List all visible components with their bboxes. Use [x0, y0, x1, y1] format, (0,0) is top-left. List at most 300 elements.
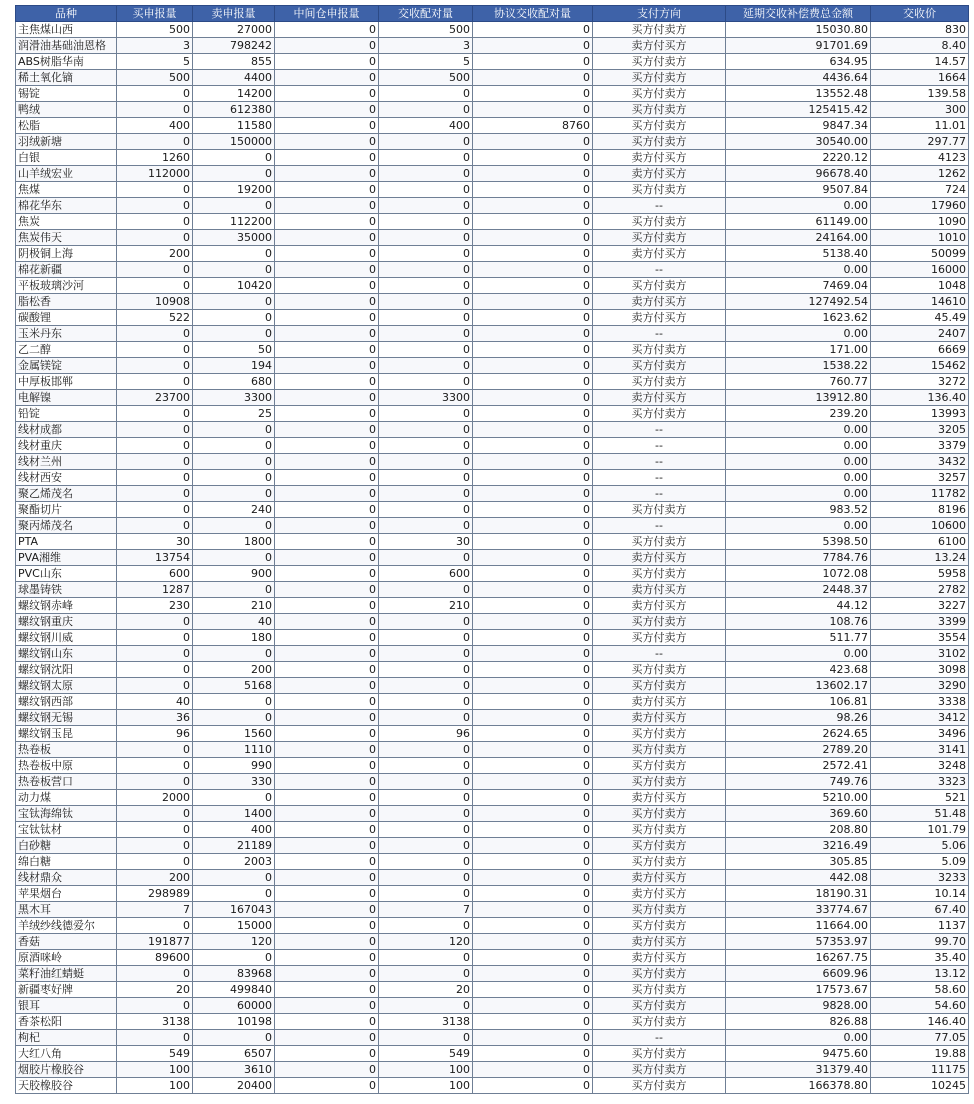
cell-sell-qty: 990 — [193, 758, 275, 774]
cell-direction: -- — [593, 646, 726, 662]
cell-price: 3227 — [871, 598, 969, 614]
cell-buy-qty: 0 — [117, 614, 193, 630]
table-row — [16, 678, 969, 694]
cell-variety: 主焦煤山西 — [16, 22, 117, 38]
cell-direction: -- — [593, 1030, 726, 1046]
cell-agreement-qty: 0 — [473, 38, 593, 54]
cell-sell-qty: 0 — [193, 1030, 275, 1046]
cell-buy-qty: 0 — [117, 518, 193, 534]
cell-direction: 卖方付买方 — [593, 694, 726, 710]
cell-agreement-qty: 0 — [473, 294, 593, 310]
cell-agreement-qty: 0 — [473, 918, 593, 934]
cell-price: 50099 — [871, 246, 969, 262]
cell-variety: 热卷板中原 — [16, 758, 117, 774]
cell-buy-qty: 0 — [117, 438, 193, 454]
cell-price: 3338 — [871, 694, 969, 710]
cell-compensation: 24164.00 — [726, 230, 871, 246]
cell-matched-qty: 400 — [379, 118, 473, 134]
cell-agreement-qty: 0 — [473, 22, 593, 38]
cell-agreement-qty: 0 — [473, 758, 593, 774]
cell-buy-qty: 23700 — [117, 390, 193, 406]
cell-variety: 聚酯切片 — [16, 502, 117, 518]
cell-variety: 黑木耳 — [16, 902, 117, 918]
cell-sell-qty: 167043 — [193, 902, 275, 918]
cell-direction: -- — [593, 454, 726, 470]
cell-price: 14610 — [871, 294, 969, 310]
cell-matched-qty: 0 — [379, 470, 473, 486]
header-matched-qty: 交收配对量 — [379, 6, 473, 22]
cell-matched-qty: 210 — [379, 598, 473, 614]
cell-compensation: 442.08 — [726, 870, 871, 886]
cell-price: 1137 — [871, 918, 969, 934]
cell-middle-qty: 0 — [275, 230, 379, 246]
cell-middle-qty: 0 — [275, 390, 379, 406]
cell-price: 1090 — [871, 214, 969, 230]
cell-buy-qty: 0 — [117, 198, 193, 214]
cell-middle-qty: 0 — [275, 374, 379, 390]
cell-agreement-qty: 0 — [473, 1046, 593, 1062]
cell-buy-qty: 0 — [117, 918, 193, 934]
cell-compensation: 13552.48 — [726, 86, 871, 102]
cell-middle-qty: 0 — [275, 934, 379, 950]
header-agreement-qty: 协议交收配对量 — [473, 6, 593, 22]
cell-matched-qty: 0 — [379, 822, 473, 838]
cell-matched-qty: 30 — [379, 534, 473, 550]
cell-sell-qty: 0 — [193, 886, 275, 902]
cell-middle-qty: 0 — [275, 614, 379, 630]
cell-compensation: 9847.34 — [726, 118, 871, 134]
cell-compensation: 166378.80 — [726, 1078, 871, 1094]
cell-agreement-qty: 0 — [473, 598, 593, 614]
cell-direction: 卖方付买方 — [593, 246, 726, 262]
table-row — [16, 38, 969, 54]
cell-middle-qty: 0 — [275, 966, 379, 982]
cell-price: 5958 — [871, 566, 969, 582]
cell-variety: 电解镍 — [16, 390, 117, 406]
table-row — [16, 902, 969, 918]
cell-middle-qty: 0 — [275, 1030, 379, 1046]
cell-price: 3554 — [871, 630, 969, 646]
cell-compensation: 2448.37 — [726, 582, 871, 598]
cell-direction: 卖方付买方 — [593, 598, 726, 614]
cell-variety: 螺纹钢沈阳 — [16, 662, 117, 678]
table-row — [16, 742, 969, 758]
cell-direction: -- — [593, 518, 726, 534]
cell-sell-qty: 0 — [193, 646, 275, 662]
cell-matched-qty: 600 — [379, 566, 473, 582]
cell-compensation: 1623.62 — [726, 310, 871, 326]
cell-sell-qty: 112200 — [193, 214, 275, 230]
cell-variety: 碳酸锂 — [16, 310, 117, 326]
cell-sell-qty: 3610 — [193, 1062, 275, 1078]
cell-matched-qty: 0 — [379, 518, 473, 534]
cell-buy-qty: 0 — [117, 342, 193, 358]
header-direction: 支付方向 — [593, 6, 726, 22]
cell-matched-qty: 0 — [379, 102, 473, 118]
cell-agreement-qty: 0 — [473, 726, 593, 742]
cell-agreement-qty: 0 — [473, 854, 593, 870]
cell-price: 2407 — [871, 326, 969, 342]
cell-compensation: 13912.80 — [726, 390, 871, 406]
cell-buy-qty: 0 — [117, 86, 193, 102]
cell-compensation: 0.00 — [726, 262, 871, 278]
cell-direction: -- — [593, 326, 726, 342]
cell-sell-qty: 798242 — [193, 38, 275, 54]
cell-compensation: 13602.17 — [726, 678, 871, 694]
cell-price: 11175 — [871, 1062, 969, 1078]
cell-variety: 苹果烟台 — [16, 886, 117, 902]
cell-compensation: 9828.00 — [726, 998, 871, 1014]
cell-price: 10600 — [871, 518, 969, 534]
cell-agreement-qty: 0 — [473, 950, 593, 966]
cell-variety: 螺纹钢重庆 — [16, 614, 117, 630]
cell-agreement-qty: 0 — [473, 966, 593, 982]
cell-variety: 动力煤 — [16, 790, 117, 806]
cell-matched-qty: 0 — [379, 966, 473, 982]
cell-matched-qty: 0 — [379, 246, 473, 262]
cell-variety: 润滑油基础油恩格 — [16, 38, 117, 54]
table-row — [16, 646, 969, 662]
cell-direction: 买方付卖方 — [593, 278, 726, 294]
cell-sell-qty: 0 — [193, 438, 275, 454]
cell-direction: 卖方付买方 — [593, 790, 726, 806]
cell-sell-qty: 20400 — [193, 1078, 275, 1094]
table-row — [16, 550, 969, 566]
cell-variety: 线材鼎众 — [16, 870, 117, 886]
cell-sell-qty: 900 — [193, 566, 275, 582]
cell-variety: 松脂 — [16, 118, 117, 134]
table-row — [16, 710, 969, 726]
cell-variety: 玉米丹东 — [16, 326, 117, 342]
cell-sell-qty: 200 — [193, 662, 275, 678]
table-row — [16, 726, 969, 742]
header-sell-qty: 卖申报量 — [193, 6, 275, 22]
cell-agreement-qty: 0 — [473, 214, 593, 230]
cell-direction: 买方付卖方 — [593, 1062, 726, 1078]
cell-buy-qty: 0 — [117, 838, 193, 854]
cell-direction: 买方付卖方 — [593, 806, 726, 822]
cell-sell-qty: 50 — [193, 342, 275, 358]
cell-matched-qty: 0 — [379, 358, 473, 374]
cell-compensation: 106.81 — [726, 694, 871, 710]
table-row — [16, 790, 969, 806]
cell-compensation: 749.76 — [726, 774, 871, 790]
cell-variety: 螺纹钢西部 — [16, 694, 117, 710]
cell-sell-qty: 60000 — [193, 998, 275, 1014]
cell-price: 3102 — [871, 646, 969, 662]
cell-compensation: 7784.76 — [726, 550, 871, 566]
cell-agreement-qty: 0 — [473, 70, 593, 86]
cell-middle-qty: 0 — [275, 566, 379, 582]
cell-buy-qty: 1260 — [117, 150, 193, 166]
cell-price: 10245 — [871, 1078, 969, 1094]
cell-buy-qty: 200 — [117, 870, 193, 886]
cell-buy-qty: 0 — [117, 422, 193, 438]
cell-compensation: 7469.04 — [726, 278, 871, 294]
cell-compensation: 4436.64 — [726, 70, 871, 86]
cell-matched-qty: 5 — [379, 54, 473, 70]
cell-agreement-qty: 0 — [473, 134, 593, 150]
cell-buy-qty: 298989 — [117, 886, 193, 902]
cell-price: 19.88 — [871, 1046, 969, 1062]
cell-buy-qty: 0 — [117, 102, 193, 118]
cell-direction: 卖方付买方 — [593, 710, 726, 726]
table-row — [16, 694, 969, 710]
cell-compensation: 9507.84 — [726, 182, 871, 198]
cell-buy-qty: 112000 — [117, 166, 193, 182]
cell-matched-qty: 0 — [379, 326, 473, 342]
cell-agreement-qty: 8760 — [473, 118, 593, 134]
cell-matched-qty: 100 — [379, 1062, 473, 1078]
delivery-table — [15, 5, 969, 1094]
cell-sell-qty: 4400 — [193, 70, 275, 86]
cell-direction: 买方付卖方 — [593, 86, 726, 102]
cell-price: 99.70 — [871, 934, 969, 950]
cell-price: 1664 — [871, 70, 969, 86]
table-row — [16, 102, 969, 118]
cell-sell-qty: 1800 — [193, 534, 275, 550]
table-row — [16, 406, 969, 422]
table-row — [16, 214, 969, 230]
table-row — [16, 86, 969, 102]
cell-agreement-qty: 0 — [473, 742, 593, 758]
cell-compensation: 1072.08 — [726, 566, 871, 582]
cell-matched-qty: 0 — [379, 166, 473, 182]
cell-direction: 买方付卖方 — [593, 54, 726, 70]
cell-buy-qty: 5 — [117, 54, 193, 70]
cell-matched-qty: 0 — [379, 582, 473, 598]
cell-agreement-qty: 0 — [473, 614, 593, 630]
cell-middle-qty: 0 — [275, 950, 379, 966]
cell-direction: 买方付卖方 — [593, 918, 726, 934]
cell-buy-qty: 0 — [117, 214, 193, 230]
cell-matched-qty: 0 — [379, 998, 473, 1014]
cell-buy-qty: 191877 — [117, 934, 193, 950]
cell-variety: 香菇 — [16, 934, 117, 950]
cell-agreement-qty: 0 — [473, 150, 593, 166]
cell-sell-qty: 612380 — [193, 102, 275, 118]
cell-buy-qty: 0 — [117, 454, 193, 470]
cell-direction: 卖方付买方 — [593, 870, 726, 886]
cell-agreement-qty: 0 — [473, 678, 593, 694]
cell-variety: ABS树脂华南 — [16, 54, 117, 70]
cell-middle-qty: 0 — [275, 822, 379, 838]
cell-sell-qty: 27000 — [193, 22, 275, 38]
table-row — [16, 582, 969, 598]
cell-direction: 买方付卖方 — [593, 774, 726, 790]
cell-matched-qty: 0 — [379, 294, 473, 310]
cell-middle-qty: 0 — [275, 342, 379, 358]
cell-compensation: 96678.40 — [726, 166, 871, 182]
cell-variety: PVA湘维 — [16, 550, 117, 566]
cell-matched-qty: 0 — [379, 134, 473, 150]
cell-matched-qty: 0 — [379, 310, 473, 326]
header-variety: 品种 — [16, 6, 117, 22]
cell-compensation: 0.00 — [726, 470, 871, 486]
cell-price: 6669 — [871, 342, 969, 358]
cell-variety: 枸杞 — [16, 1030, 117, 1046]
cell-price: 3290 — [871, 678, 969, 694]
cell-agreement-qty: 0 — [473, 1062, 593, 1078]
cell-buy-qty: 89600 — [117, 950, 193, 966]
cell-middle-qty: 0 — [275, 454, 379, 470]
cell-sell-qty: 180 — [193, 630, 275, 646]
cell-buy-qty: 7 — [117, 902, 193, 918]
cell-compensation: 108.76 — [726, 614, 871, 630]
cell-middle-qty: 0 — [275, 214, 379, 230]
cell-direction: 买方付卖方 — [593, 1046, 726, 1062]
cell-direction: 买方付卖方 — [593, 502, 726, 518]
cell-compensation: 18190.31 — [726, 886, 871, 902]
cell-matched-qty: 0 — [379, 262, 473, 278]
cell-direction: 买方付卖方 — [593, 982, 726, 998]
cell-middle-qty: 0 — [275, 982, 379, 998]
cell-variety: 热卷板 — [16, 742, 117, 758]
cell-matched-qty: 0 — [379, 662, 473, 678]
cell-middle-qty: 0 — [275, 902, 379, 918]
cell-variety: 菜籽油红蜻蜓 — [16, 966, 117, 982]
cell-agreement-qty: 0 — [473, 54, 593, 70]
cell-direction: -- — [593, 198, 726, 214]
table-row — [16, 822, 969, 838]
table-row — [16, 486, 969, 502]
cell-sell-qty: 10420 — [193, 278, 275, 294]
cell-direction: 买方付卖方 — [593, 342, 726, 358]
cell-middle-qty: 0 — [275, 726, 379, 742]
cell-variety: 螺纹钢山东 — [16, 646, 117, 662]
cell-price: 300 — [871, 102, 969, 118]
cell-middle-qty: 0 — [275, 294, 379, 310]
cell-matched-qty: 0 — [379, 1030, 473, 1046]
cell-price: 830 — [871, 22, 969, 38]
cell-agreement-qty: 0 — [473, 790, 593, 806]
cell-variety: 螺纹钢赤峰 — [16, 598, 117, 614]
cell-price: 77.05 — [871, 1030, 969, 1046]
cell-compensation: 0.00 — [726, 646, 871, 662]
cell-direction: 买方付卖方 — [593, 742, 726, 758]
cell-sell-qty: 0 — [193, 518, 275, 534]
cell-price: 3272 — [871, 374, 969, 390]
cell-middle-qty: 0 — [275, 150, 379, 166]
header-middle-qty: 中间仓申报量 — [275, 6, 379, 22]
cell-direction: 卖方付买方 — [593, 582, 726, 598]
cell-compensation: 511.77 — [726, 630, 871, 646]
cell-direction: 卖方付买方 — [593, 150, 726, 166]
cell-sell-qty: 0 — [193, 262, 275, 278]
cell-buy-qty: 0 — [117, 134, 193, 150]
cell-compensation: 2572.41 — [726, 758, 871, 774]
cell-sell-qty: 0 — [193, 166, 275, 182]
cell-direction: 买方付卖方 — [593, 630, 726, 646]
cell-matched-qty: 120 — [379, 934, 473, 950]
cell-buy-qty: 549 — [117, 1046, 193, 1062]
cell-direction: 买方付卖方 — [593, 838, 726, 854]
cell-agreement-qty: 0 — [473, 182, 593, 198]
cell-price: 5.06 — [871, 838, 969, 854]
cell-price: 724 — [871, 182, 969, 198]
cell-buy-qty: 0 — [117, 358, 193, 374]
table-row — [16, 198, 969, 214]
cell-buy-qty: 0 — [117, 470, 193, 486]
cell-price: 11.01 — [871, 118, 969, 134]
cell-buy-qty: 600 — [117, 566, 193, 582]
cell-agreement-qty: 0 — [473, 550, 593, 566]
cell-matched-qty: 0 — [379, 870, 473, 886]
table-header — [16, 6, 969, 22]
cell-middle-qty: 0 — [275, 438, 379, 454]
cell-compensation: 5398.50 — [726, 534, 871, 550]
table-row — [16, 1030, 969, 1046]
cell-variety: 螺纹钢无锡 — [16, 710, 117, 726]
cell-variety: 宝钛钛材 — [16, 822, 117, 838]
cell-agreement-qty: 0 — [473, 326, 593, 342]
cell-variety: PVC山东 — [16, 566, 117, 582]
cell-variety: 原酒咪岭 — [16, 950, 117, 966]
cell-price: 13993 — [871, 406, 969, 422]
cell-direction: 买方付卖方 — [593, 566, 726, 582]
cell-sell-qty: 2003 — [193, 854, 275, 870]
cell-buy-qty: 0 — [117, 486, 193, 502]
cell-direction: 买方付卖方 — [593, 998, 726, 1014]
table-row — [16, 294, 969, 310]
table-row — [16, 134, 969, 150]
cell-price: 13.12 — [871, 966, 969, 982]
cell-agreement-qty: 0 — [473, 102, 593, 118]
cell-middle-qty: 0 — [275, 198, 379, 214]
cell-price: 67.40 — [871, 902, 969, 918]
cell-matched-qty: 96 — [379, 726, 473, 742]
table-row — [16, 1062, 969, 1078]
cell-middle-qty: 0 — [275, 1062, 379, 1078]
cell-direction: 买方付卖方 — [593, 406, 726, 422]
cell-direction: 卖方付买方 — [593, 166, 726, 182]
cell-buy-qty: 0 — [117, 822, 193, 838]
cell-sell-qty: 0 — [193, 310, 275, 326]
cell-compensation: 208.80 — [726, 822, 871, 838]
cell-compensation: 369.60 — [726, 806, 871, 822]
cell-sell-qty: 194 — [193, 358, 275, 374]
cell-agreement-qty: 0 — [473, 870, 593, 886]
cell-sell-qty: 40 — [193, 614, 275, 630]
cell-matched-qty: 0 — [379, 614, 473, 630]
cell-variety: 焦炭伟天 — [16, 230, 117, 246]
cell-buy-qty: 0 — [117, 630, 193, 646]
table-row — [16, 630, 969, 646]
cell-price: 3496 — [871, 726, 969, 742]
cell-compensation: 2789.20 — [726, 742, 871, 758]
cell-middle-qty: 0 — [275, 166, 379, 182]
cell-price: 3323 — [871, 774, 969, 790]
cell-price: 3205 — [871, 422, 969, 438]
cell-matched-qty: 0 — [379, 278, 473, 294]
cell-compensation: 0.00 — [726, 454, 871, 470]
cell-matched-qty: 0 — [379, 630, 473, 646]
cell-price: 14.57 — [871, 54, 969, 70]
cell-compensation: 2220.12 — [726, 150, 871, 166]
cell-matched-qty: 100 — [379, 1078, 473, 1094]
cell-price: 10.14 — [871, 886, 969, 902]
cell-matched-qty: 0 — [379, 438, 473, 454]
table-row — [16, 342, 969, 358]
cell-direction: 买方付卖方 — [593, 534, 726, 550]
cell-compensation: 31379.40 — [726, 1062, 871, 1078]
cell-price: 16000 — [871, 262, 969, 278]
cell-buy-qty: 0 — [117, 998, 193, 1014]
cell-variety: 烟胶片橡胶谷 — [16, 1062, 117, 1078]
cell-variety: 聚丙烯茂名 — [16, 518, 117, 534]
table-row — [16, 918, 969, 934]
cell-sell-qty: 0 — [193, 326, 275, 342]
